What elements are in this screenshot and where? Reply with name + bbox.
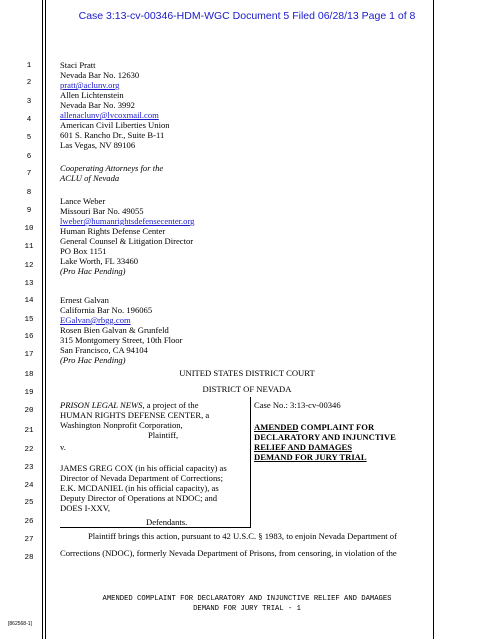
email-link[interactable]: allenaclunv@lvcoxmail.com bbox=[60, 110, 159, 120]
counsel-line: (Pro Hac Pending) bbox=[60, 266, 126, 276]
complaint-title: DEMAND FOR JURY TRIAL bbox=[254, 452, 367, 462]
complaint-title: RELIEF AND DAMAGES bbox=[254, 442, 353, 452]
defendant-line: Director of Nevada Department of Corrections; bbox=[60, 473, 223, 483]
email-link[interactable]: pratt@aclunv.org bbox=[60, 80, 120, 90]
line-number: 15 bbox=[24, 316, 34, 324]
line-number: 17 bbox=[24, 351, 34, 359]
counsel-line: Rosen Bien Galvan & Grunfeld bbox=[60, 325, 169, 335]
complaint-title-rest: COMPLAINT FOR bbox=[298, 422, 375, 432]
email-link[interactable]: EGalvan@rbgg.com bbox=[60, 315, 131, 325]
counsel-line: Las Vegas, NV 89106 bbox=[60, 140, 136, 150]
counsel-line: Lake Worth, FL 33460 bbox=[60, 256, 139, 266]
line-number: 24 bbox=[24, 482, 34, 490]
line-number: 11 bbox=[24, 243, 34, 251]
counsel-line: ACLU of Nevada bbox=[60, 173, 120, 183]
line-number: 10 bbox=[24, 225, 34, 233]
footer-title: AMENDED COMPLAINT FOR DECLARATORY AND INJUNCTIVE RELIEF AND DAMAGES bbox=[102, 595, 392, 603]
counsel-line: PO Box 1151 bbox=[60, 246, 107, 256]
line-number: 12 bbox=[24, 262, 34, 270]
defendant-line: E.K. MCDANIEL (in his official capacity), as bbox=[60, 483, 219, 493]
court-district: DISTRICT OF NEVADA bbox=[202, 384, 292, 394]
line-number: 6 bbox=[26, 153, 32, 161]
line-number: 5 bbox=[26, 134, 32, 142]
document-id: [862568-1] bbox=[8, 621, 32, 627]
line-number: 2 bbox=[26, 79, 32, 87]
versus: v. bbox=[60, 442, 66, 452]
line-number: 1 bbox=[26, 62, 32, 70]
counsel-line: Nevada Bar No. 3992 bbox=[60, 100, 135, 110]
counsel-line: 315 Montgomery Street, 10th Floor bbox=[60, 335, 183, 345]
email-link[interactable]: lweber@humanrightsdefensecenter.org bbox=[60, 216, 195, 226]
counsel-line: Missouri Bar No. 49055 bbox=[60, 206, 144, 216]
defendant-line: Deputy Director of Operations at NDOC; and bbox=[60, 493, 218, 503]
court-name: UNITED STATES DISTRICT COURT bbox=[179, 368, 315, 378]
amended-word: AMENDED bbox=[254, 422, 299, 432]
complaint-title bbox=[254, 422, 374, 432]
left-margin-rule bbox=[42, 0, 43, 639]
left-margin-rule-inner bbox=[45, 0, 46, 639]
counsel-line: San Francisco, CA 94104 bbox=[60, 345, 148, 355]
counsel-line: California Bar No. 196065 bbox=[60, 305, 153, 315]
plaintiff-line: HUMAN RIGHTS DEFENSE CENTER, a bbox=[60, 410, 210, 420]
line-number: 20 bbox=[24, 407, 34, 415]
counsel-line: Lance Weber bbox=[60, 196, 106, 206]
defendant-line: JAMES GREG COX (in his official capacity) as bbox=[60, 463, 227, 473]
counsel-line: Human Rights Defense Center bbox=[60, 226, 166, 236]
line-number: 27 bbox=[24, 536, 34, 544]
plaintiff-role: Plaintiff, bbox=[148, 430, 179, 440]
counsel-line: Nevada Bar No. 12630 bbox=[60, 70, 140, 80]
body-paragraph-line: Plaintiff brings this action, pursuant to 42 U.S.C. § 1983, to enjoin Nevada Department of bbox=[88, 531, 397, 541]
line-number: 19 bbox=[24, 389, 34, 397]
body-paragraph-line: Corrections (NDOC), formerly Nevada Department of Prisons, from censoring, in violation of the bbox=[60, 548, 397, 558]
line-number: 16 bbox=[24, 333, 34, 341]
counsel-line: Ernest Galvan bbox=[60, 295, 109, 305]
line-number: 21 bbox=[24, 427, 34, 435]
line-number: 7 bbox=[26, 170, 32, 178]
counsel-line: (Pro Hac Pending) bbox=[60, 355, 126, 365]
defendant-line: DOES I-XXV, bbox=[60, 503, 110, 513]
line-number: 18 bbox=[24, 371, 34, 379]
plaintiff-line-rest: , a project of the bbox=[142, 400, 199, 410]
line-number: 25 bbox=[24, 499, 34, 507]
line-number: 26 bbox=[24, 518, 34, 526]
right-margin-rule bbox=[433, 0, 434, 639]
line-number: 28 bbox=[24, 554, 34, 562]
caption-bottom-rule bbox=[60, 527, 251, 528]
complaint-title: DECLARATORY AND INJUNCTIVE bbox=[254, 432, 396, 442]
plaintiff-name: PRISON LEGAL NEWS bbox=[60, 400, 143, 410]
line-number: 23 bbox=[24, 464, 34, 472]
counsel-line: American Civil Liberties Union bbox=[60, 120, 170, 130]
plaintiff-line bbox=[60, 400, 199, 410]
line-number: 4 bbox=[26, 116, 32, 124]
line-number: 3 bbox=[26, 98, 32, 106]
counsel-line: Allen Lichtenstein bbox=[60, 90, 124, 100]
line-number: 9 bbox=[26, 207, 32, 215]
counsel-line: Cooperating Attorneys for the bbox=[60, 163, 164, 173]
case-number: Case No.: 3:13-cv-00346 bbox=[254, 400, 341, 410]
line-number: 22 bbox=[24, 446, 34, 454]
ecf-header: Case 3:13-cv-00346-HDM-WGC Document 5 Filed 06/28/13 Page 1 of 8 bbox=[78, 10, 416, 22]
line-number: 13 bbox=[24, 280, 34, 288]
line-number: 14 bbox=[24, 297, 34, 305]
line-number: 8 bbox=[26, 189, 32, 197]
counsel-line: Staci Pratt bbox=[60, 60, 96, 70]
footer-page: DEMAND FOR JURY TRIAL - 1 bbox=[193, 605, 301, 613]
counsel-line: 601 S. Rancho Dr., Suite B-11 bbox=[60, 130, 165, 140]
plaintiff-line: Washington Nonprofit Corporation, bbox=[60, 420, 183, 430]
defendant-role: Defendants. bbox=[146, 517, 188, 527]
counsel-line: General Counsel & Litigation Director bbox=[60, 236, 194, 246]
